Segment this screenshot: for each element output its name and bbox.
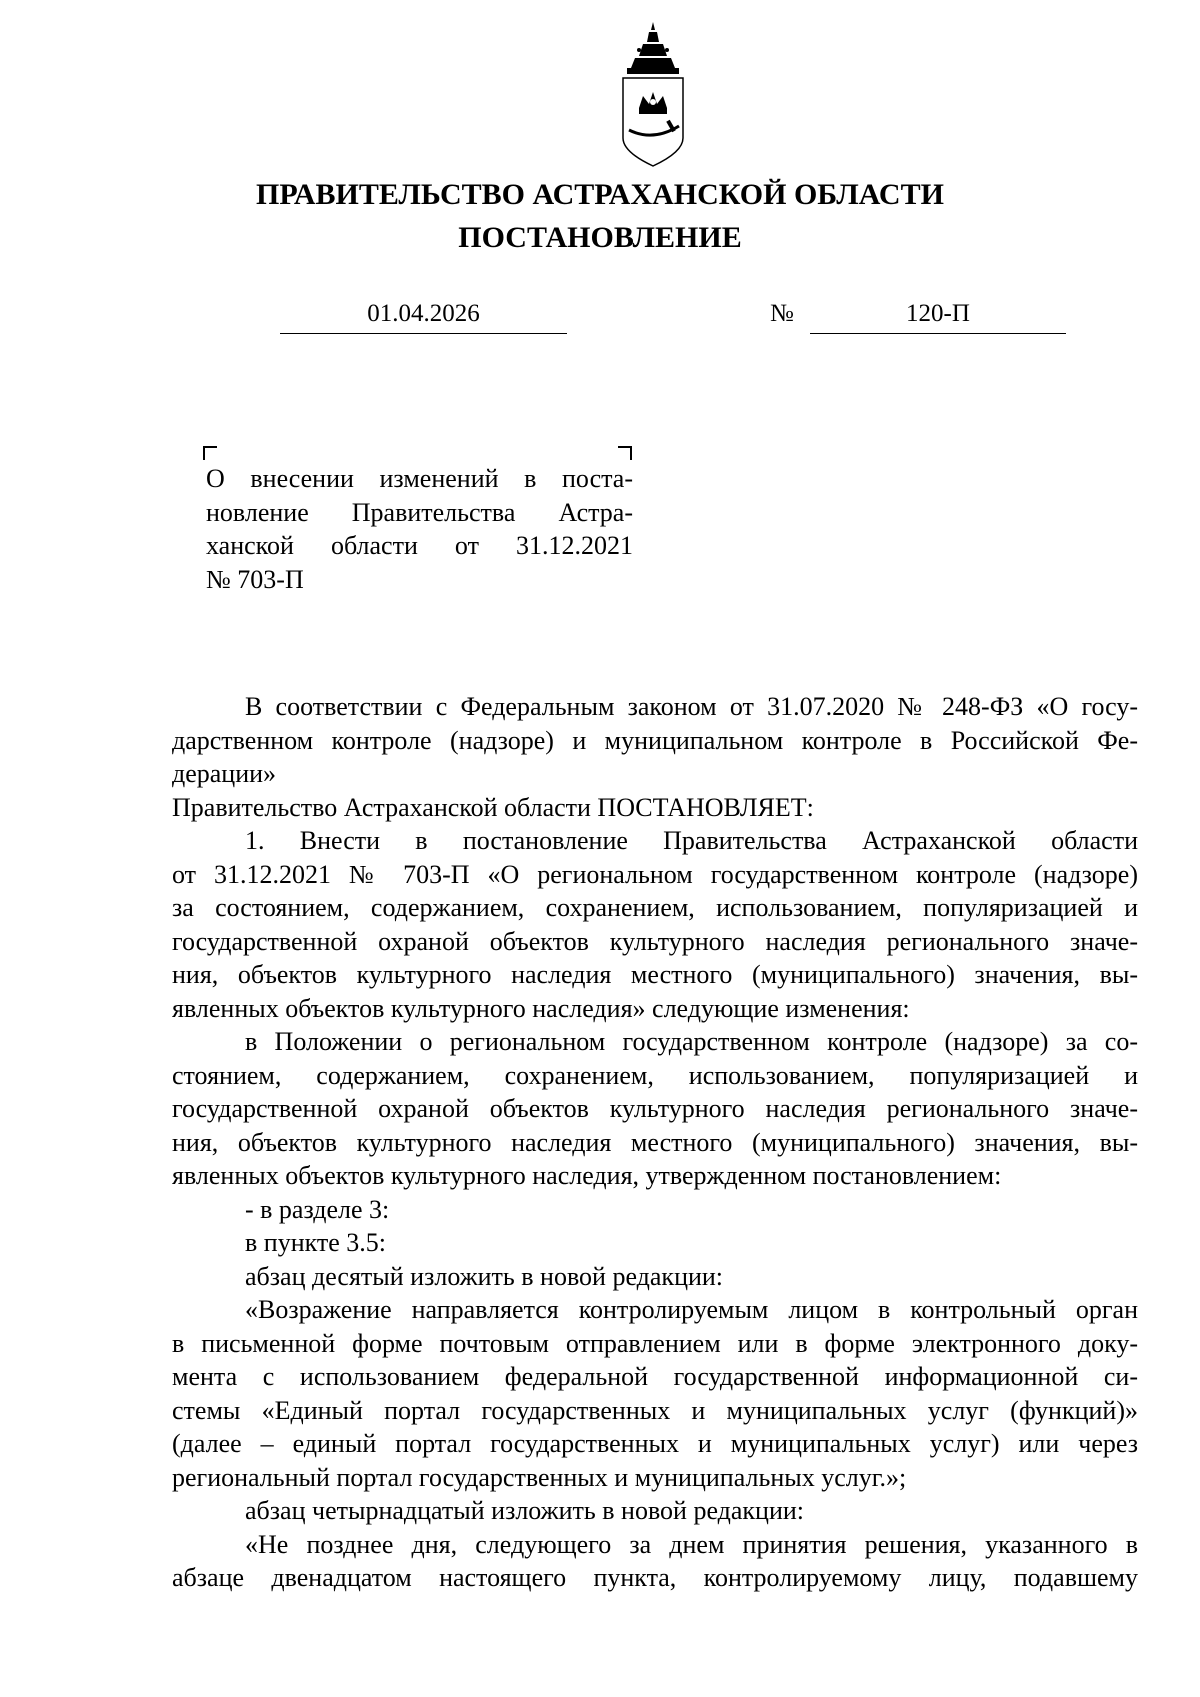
document-body: [172, 690, 1138, 1595]
body-line: абзаце двенадцатом настоящего пункта, контролируемому лицу, подавшему: [172, 1563, 1138, 1592]
subject-block: [206, 462, 633, 596]
government-title: ПРАВИТЕЛЬСТВО АСТРАХАНСКОЙ ОБЛАСТИ: [256, 178, 944, 211]
body-line: государственной охраной объектов культурного наследия регионального значе-: [172, 1094, 1138, 1123]
body-line: государственной охраной объектов культурного наследия регионального значе-: [172, 926, 1138, 956]
body-line: 1. Внести в постановление Правительства Астраханской области: [245, 826, 1138, 855]
subject-line: № 703-П: [206, 564, 304, 594]
document-type-title: ПОСТАНОВЛЕНИЕ: [458, 221, 742, 254]
subject-line: новление Правительства Астра-: [206, 497, 633, 527]
document-date: 01.04.2026: [280, 297, 567, 334]
body-line: ния, объектов культурного наследия местного (муниципального) значения, вы-: [172, 960, 1138, 989]
body-line: в Положении о региональном государственном контроле (надзоре) за со-: [245, 1027, 1138, 1056]
subject-line: ханской области от 31.12.2021: [206, 531, 633, 560]
subject-bracket-right: [618, 446, 632, 460]
body-line: В соответствии с Федеральным законом от 31.07.2020 № 248-ФЗ «О госу-: [245, 692, 1138, 721]
body-line: в пункте 3.5:: [245, 1228, 387, 1257]
body-line: абзац четырнадцатый изложить в новой редакции:: [245, 1496, 805, 1525]
body-line: мента с использованием федеральной государственной информационной си-: [172, 1362, 1138, 1391]
body-line: «Не позднее дня, следующего за днем принятия решения, указанного в: [245, 1529, 1138, 1559]
body-line: за состоянием, содержанием, сохранением, использованием, популяризацией и: [172, 893, 1138, 922]
body-line: ния, объектов культурного наследия местного (муниципального) значения, вы-: [172, 1127, 1138, 1157]
body-line: региональный портал государственных и муниципальных услуг.»;: [172, 1462, 907, 1492]
body-line: от 31.12.2021 № 703-П «О региональном государственном контроле (надзоре): [172, 859, 1138, 889]
coat-of-arms-emblem: [613, 20, 693, 168]
body-line: явленных объектов культурного наследия» следующие изменения:: [172, 993, 910, 1023]
document-number: 120-П: [810, 297, 1066, 334]
number-sign: №: [770, 300, 794, 327]
body-line: Правительство Астраханской области ПОСТАНОВЛЯЕТ:: [172, 792, 814, 822]
subject-line: О внесении изменений в поста-: [206, 464, 633, 493]
body-line: стоянием, содержанием, сохранением, использованием, популяризацией и: [172, 1060, 1138, 1090]
body-line: в письменной форме почтовым отправлением или в форме электронного доку-: [172, 1328, 1138, 1358]
body-line: явленных объектов культурного наследия, утвержденном постановлением:: [172, 1161, 1002, 1190]
body-line: стемы «Единый портал государственных и муниципальных услуг (функций)»: [172, 1395, 1138, 1425]
body-line: дарственном контроле (надзоре) и муниципальном контроле в Российской Фе-: [172, 725, 1138, 755]
body-line: «Возражение направляется контролируемым лицом в контрольный орган: [245, 1295, 1138, 1324]
body-line: абзац десятый изложить в новой редакции:: [245, 1261, 724, 1291]
body-line: - в разделе 3:: [245, 1194, 390, 1224]
body-line: (далее – единый портал государственных и муниципальных услуг) или через: [172, 1429, 1138, 1458]
subject-bracket-left: [203, 446, 217, 460]
body-line: дерации»: [172, 759, 277, 788]
